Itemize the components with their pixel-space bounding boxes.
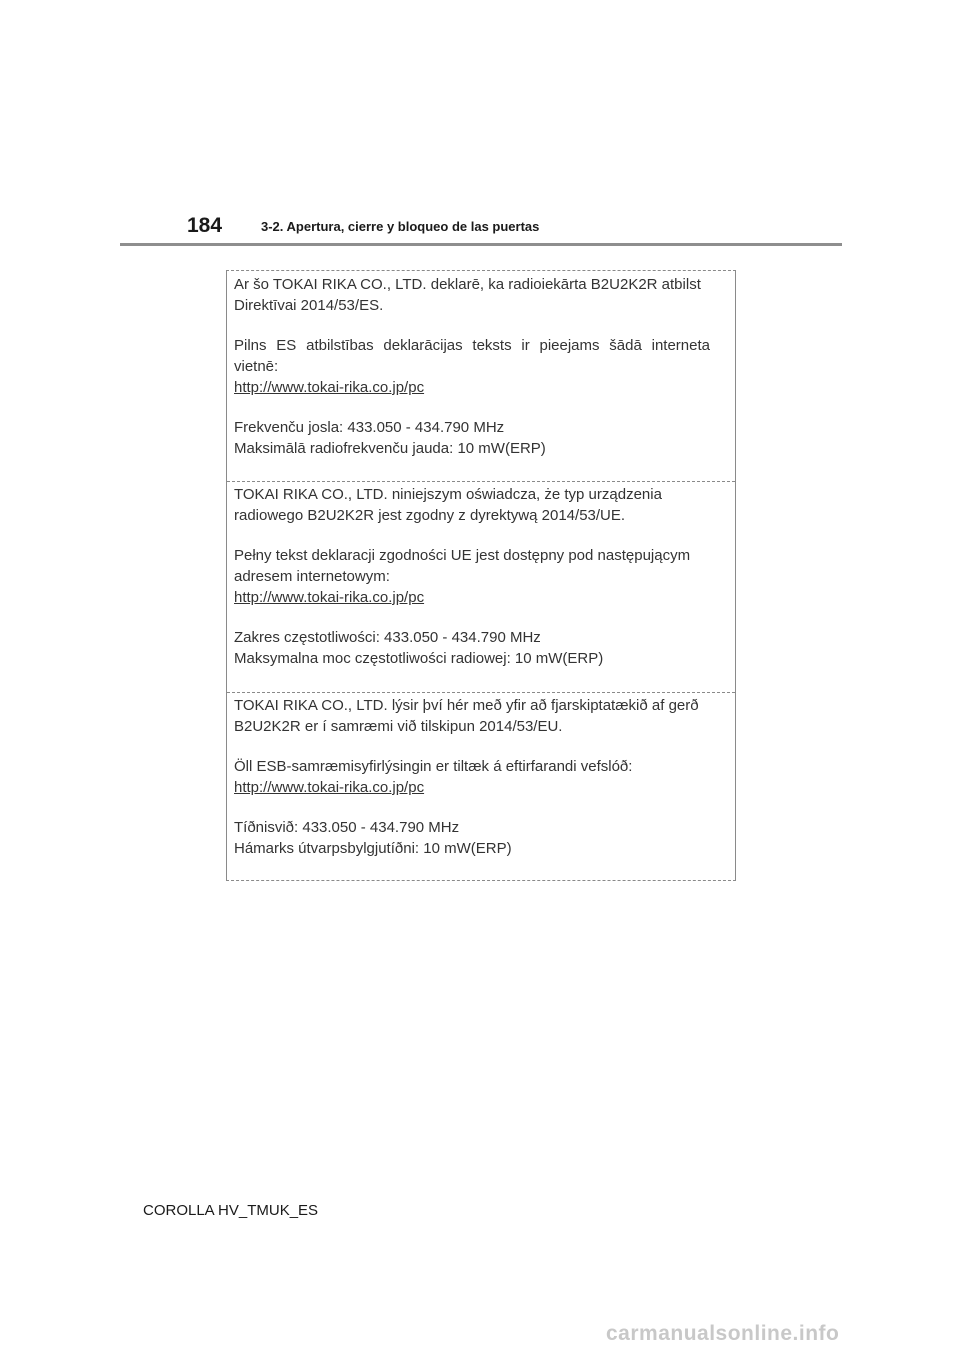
frequency-band: Frekvenču josla: 433.050 - 434.790 MHz — [234, 419, 505, 436]
section-title: 3-2. Apertura, cierre y bloqueo de las puertas — [261, 219, 540, 234]
declaration-url-link[interactable]: http://www.tokai-rika.co.jp/pc — [234, 589, 425, 606]
max-power: Maksimālā radiofrekvenču jauda: 10 mW(ERP) — [234, 440, 546, 457]
max-power: Maksymalna moc częstotliwości radiowej: 10 mW(ERP) — [234, 650, 604, 667]
header-rule — [120, 243, 842, 246]
declaration-text-line: Direktīvai 2014/53/ES. — [234, 297, 384, 314]
block-divider — [227, 692, 735, 693]
max-power: Hámarks útvarpsbylgjutíðni: 10 mW(ERP) — [234, 840, 512, 857]
fulltext-line: vietnē: — [234, 358, 279, 375]
declaration-url-link[interactable]: http://www.tokai-rika.co.jp/pc — [234, 779, 425, 796]
model-code: COROLLA HV_TMUK_ES — [143, 1202, 319, 1219]
declaration-block-icelandic — [234, 695, 710, 859]
page-number: 184 — [187, 214, 223, 237]
fulltext-line: Pilns ES atbilstības deklarācijas teksts ir pieejams šādā interneta — [234, 337, 710, 354]
fulltext-line: Pełny tekst deklaracji zgodności UE jest dostępny pod następującym — [234, 547, 691, 564]
frequency-band: Zakres częstotliwości: 433.050 - 434.790 MHz — [234, 629, 541, 646]
declaration-block-polish — [234, 484, 710, 669]
declaration-box — [226, 270, 736, 881]
frequency-band: Tíðnisvið: 433.050 - 434.790 MHz — [234, 819, 460, 836]
declaration-text-line: TOKAI RIKA CO., LTD. niniejszym oświadcza, że typ urządzenia — [234, 486, 662, 503]
fulltext-line: adresem internetowym: — [234, 568, 390, 585]
block-divider — [227, 481, 735, 482]
declaration-text-line: B2U2K2R er í samræmi við tilskipun 2014/53/EU. — [234, 718, 563, 735]
declaration-url-link[interactable]: http://www.tokai-rika.co.jp/pc — [234, 379, 425, 396]
declaration-text-line: radiowego B2U2K2R jest zgodny z dyrektywą 2014/53/UE. — [234, 507, 626, 524]
declaration-text-line: Ar šo TOKAI RIKA CO., LTD. deklarē, ka radioiekārta B2U2K2R atbilst — [234, 276, 701, 293]
fulltext-line: Öll ESB-samræmisyfirlýsingin er tiltæk á eftirfarandi vefslóð: — [234, 758, 633, 775]
declaration-block-latvian — [234, 274, 710, 459]
watermark: carmanualsonline.info — [606, 1322, 840, 1345]
declaration-text-line: TOKAI RIKA CO., LTD. lýsir því hér með yfir að fjarskiptatækið af gerð — [234, 697, 699, 714]
